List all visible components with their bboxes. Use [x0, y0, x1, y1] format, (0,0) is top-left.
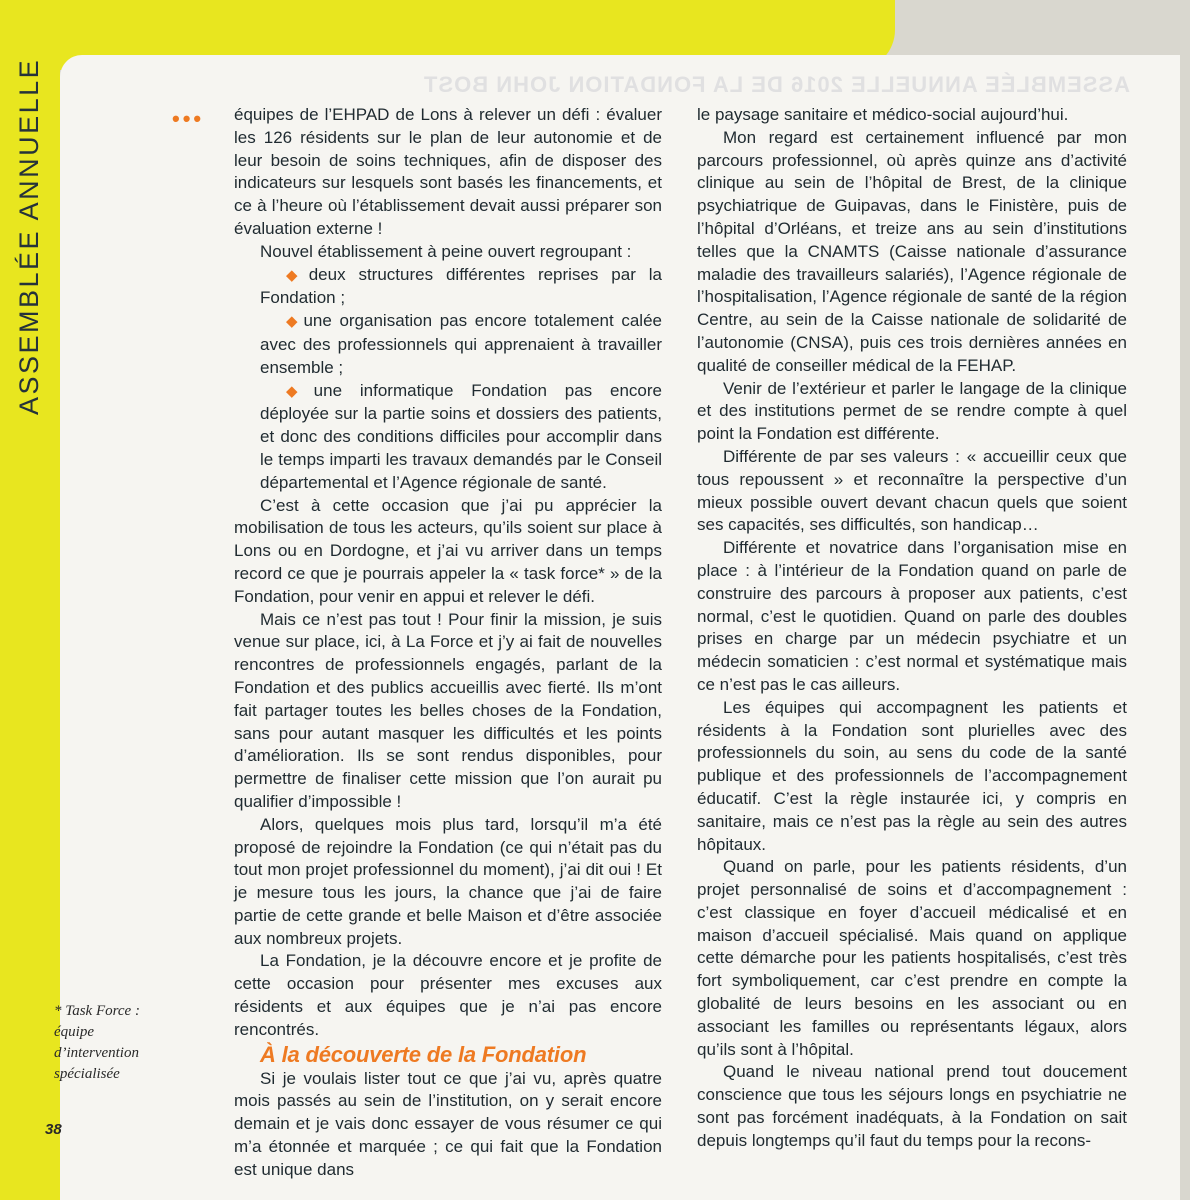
section-side-title: ASSEMBLÉE ANNUELLE	[14, 57, 44, 415]
bleed-through-heading: ASSEMBLÉE ANNUELLE 2016 DE LA FONDATION JOHN BOST	[422, 72, 1130, 97]
paragraph: Différente et novatrice dans l’organisation mise en place : à l’intérieur de la Fondation quand on parle de construire des parcours à proposer aux patients, c’est normal, c’est le quotidien. Quand on parle des doubles prises en charge par un médecin psychiatre et un médecin somaticien : c’est normal et systématique mais ce n’est pas le cas ailleurs.	[697, 538, 1127, 694]
diamond-bullet-icon: ◆	[286, 266, 306, 284]
text-column-right	[697, 104, 1127, 1153]
paragraph: le paysage sanitaire et médico-social aujourd’hui.	[697, 105, 1069, 124]
bullet-item: ◆ deux structures différentes reprises par la Fondation ;	[260, 264, 662, 308]
paragraph: Différente de par ses valeurs : « accueillir ceux que tous repoussent » et reconnaître la perspective d’un mieux possible ouvert devant chacun quels que soient ses capacités, ses difficultés, son handicap…	[697, 446, 1127, 535]
paragraph: Alors, quelques mois plus tard, lorsqu’il m’a été proposé de rejoindre la Fondation (ce qui n’était pas du tout mon projet professionnel du moment), j’ai dit oui ! Et je mesure tous les jours, la chance que j’ai de faire partie de cette grande et belle Maison et d’être associée aux nombreux projets.	[234, 814, 662, 948]
paragraph: C’est à cette occasion que j’ai pu apprécier la mobilisation de tous les acteurs, qu’ils soient sur place à Lons ou en Dordogne, et j’ai vu arriver dans un temps record ce que je pourrais appeler la « task force* » de la Fondation, pour venir en appui et relever le défi.	[234, 495, 662, 606]
paragraph: Mon regard est certainement influencé par mon parcours professionnel, où après quinze ans d’activité clinique au sein de l’hôpital de Brest, de la clinique psychiatrique de Guipavas, dans le Finistère, puis de l’hôpital d’Orléans, et treize ans au sein d’institutions telles que la CNAMTS (Caisse nationale d’assurance maladie des travailleurs salariés), l’Agence régionale de l’hospitalisation, l’Agence régionale de santé de la région Centre, au sein de la Caisse nationale de solidarité de l’autonomie (CNSA), puis ces trois dernières années en qualité de conseiller médical de la FEHAP.	[697, 127, 1127, 375]
footnote-line: équipe	[54, 1024, 94, 1040]
paragraph: Mais ce n’est pas tout ! Pour finir la mission, je suis venue sur place, ici, à La Force et j’y ai fait de nouvelles rencontres de professionnels engagés, parlant de la Fondation et des publics accueillis avec fierté. Ils m’ont fait partager toutes les belles choses de la Fondation, sans pour autant masquer les difficultés et les points d’amélioration. Ils se sont rendus disponibles, pour permettre de finaliser cette mission que l’on aurait pu qualifier d’impossible !	[234, 609, 662, 811]
continuation-dots: •••	[172, 106, 205, 131]
paragraph: Les équipes qui accompagnent les patients et résidents à la Fondation sont plurielles avec des professionnels du soin, au sens du code de la santé publique et des professionnels de l’accompagnement éducatif. C’est la règle instaurée ici, y compris en sanitaire, mais ce n’est pas la règle au sein des autres hôpitaux.	[697, 697, 1127, 854]
bullet-item: ◆ une organisation pas encore totalement calée avec des professionnels qui apprenaient à travailler ensemble ;	[260, 311, 662, 377]
paragraph: La Fondation, je la découvre encore et je profite de cette occasion pour présenter mes excuses aux résidents et aux équipes que je n’ai pas encore rencontrés.	[234, 951, 662, 1039]
bullet-item: ◆ une informatique Fondation pas encore déployée sur la partie soins et dossiers des patients, et donc des conditions difficiles pour accomplir dans le temps imparti les travaux demandés par le Conseil départemental et l’Agence régionale de santé.	[260, 380, 662, 492]
paragraph: Quand on parle, pour les patients résidents, d’un projet personnalisé de soins et d’accompagnement : c’est classique en foyer d’accueil médicalisé et en maison d’accueil spécialisé. Mais quand on applique cette démarche pour les patients hospitalisés, c’est très fort symboliquement, car c’est prendre en compte la globalité de leurs besoins en les associant ou en associant les familles ou représentants légaux, alors qu’ils sont à l’hôpital.	[697, 857, 1127, 1059]
page-number: 38	[45, 1121, 62, 1138]
section-heading: À la découverte de la Fondation	[260, 1041, 587, 1067]
paragraph: Quand le niveau national prend tout doucement conscience que tous les séjours longs en psychiatrie ne sont pas forcément inadéquats, à la Fondation on sait depuis longtemps qu’il faut du temps pour la recons-	[697, 1062, 1127, 1150]
paragraph: Nouvel établissement à peine ouvert regroupant :	[260, 241, 632, 261]
diamond-bullet-icon: ◆	[286, 313, 301, 331]
diamond-bullet-icon: ◆	[286, 382, 311, 400]
paragraph: équipes de l’EHPAD de Lons à relever un défi : évaluer les 126 résidents sur le plan de leur autonomie et de leur besoin de soins techniques, afin de disposer des indicateurs sur lesquels sont basés les financements, et ce à l’heure où l’établissement devait aussi préparer son évaluation externe !	[234, 105, 662, 238]
footnote	[54, 1001, 194, 1085]
paragraph: Venir de l’extérieur et parler le langage de la clinique et des institutions permet de se rendre compte à quel point la Fondation est différente.	[697, 378, 1127, 444]
paragraph: Si je voulais lister tout ce que j’ai vu, après quatre mois passés au sein de l’institution, on y serait encore demain et je vais donc essayer de vous résumer ce qui m’a étonnée et marquée ; ce qui fait que la Fondation est unique dans	[234, 1068, 662, 1179]
footnote-line: d’intervention	[54, 1045, 139, 1061]
footnote-line: * Task Force :	[54, 1003, 140, 1019]
text-column-left	[234, 104, 662, 1182]
footnote-line: spécialisée	[54, 1066, 120, 1082]
